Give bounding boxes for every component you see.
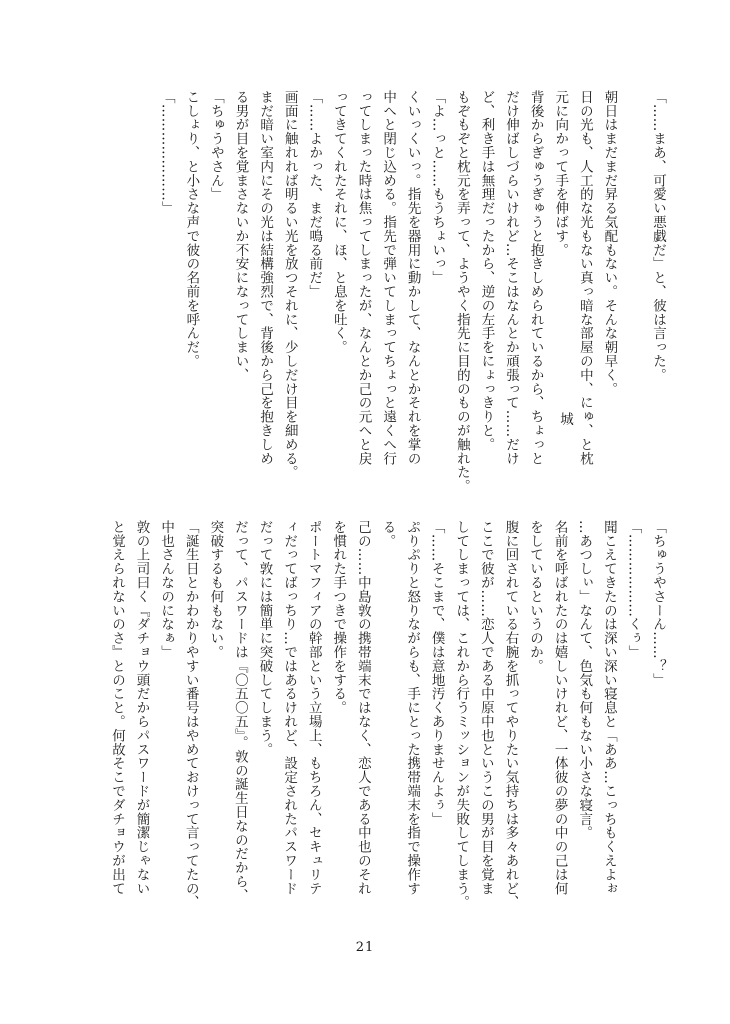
text-line: 「誕生日とかわかりやすい番号はやめておけって言ってたの、 — [182, 520, 199, 910]
text-line: 「…………………」 — [158, 90, 175, 216]
text-line: ど、利き手は無理だったから、逆の左手をにょっきりと。 — [478, 90, 495, 452]
text-line: 「……よかった、まだ鳴る前だ」 — [306, 90, 323, 299]
text-line: 聞こえてきたのは深い深い寝息と「ああ…こっちもくえよぉ — [600, 520, 617, 896]
text-line: 「よ…っと……もうちょいっ」 — [429, 90, 446, 285]
text-line: …あつしぃ」なんて、色気も何もない小さな寝言。 — [576, 520, 593, 840]
text-line: くいっくいっ。指先を器用に動かして、なんとかそれを掌の — [404, 90, 421, 466]
text-line: もぞもぞと枕元を弄って、ようやく指先に目的のものが触れた。 — [453, 90, 470, 494]
page-number: 21 — [355, 940, 375, 955]
text-line: ぷりぷりと怒りながらも、手にとった携帯端末を指で操作す — [404, 520, 421, 896]
text-line: だけ伸ばしづらいけれど…そこはなんとか頑張って……だけ — [503, 90, 520, 466]
text-line: 腹に回されている右腕を抓ってやりたい気持ちは多々あれど、 — [502, 520, 519, 910]
text-line: 己の……中島敦の携帯端末ではなく、恋人である中也のそれ — [354, 520, 371, 896]
text-line: 突破するも何もない。 — [207, 520, 224, 659]
text-line: 元に向かって手を伸ばす。 — [552, 90, 569, 257]
text-line: 画面に触れれば明るい光を放つそれに、少しだけ目を細める。 — [281, 90, 298, 480]
author-name: 城 — [557, 412, 573, 426]
text-line: 朝日はまだまだ昇る気配もない。そんな朝早く。 — [601, 90, 618, 396]
text-line: 日の光も、人工的な光もない真っ暗な部屋の中、にゅ、と枕 — [576, 90, 593, 466]
text-line: 「………………くぅ」 — [625, 520, 642, 659]
text-line: る男が目を覚まさないか不安になってしまい、 — [232, 90, 249, 382]
bottom-text-block — [70, 520, 670, 920]
text-line: る。 — [379, 520, 396, 548]
text-line: してしまっては、これから行うミッションが失敗してしまう。 — [453, 520, 470, 910]
text-line: だって敦には簡単に突破してしまう。 — [256, 520, 273, 757]
text-line: 敦の上司曰く『ダチョウ頭だからパスワードが簡潔じゃない — [133, 520, 150, 896]
text-line: まだ暗い室内にその光は結構強烈で、背後から己を抱きしめ — [257, 90, 274, 466]
text-line: 名前を呼ばれたのは嬉しいけれど、一体彼の夢の中の己は何 — [551, 520, 568, 896]
opening-quote-line: 「……まあ、可愛い悪戯だ」と、彼は言った。 — [650, 90, 666, 382]
text-line: ここで彼が……恋人である中原中也というこの男が目を覚ま — [477, 520, 494, 896]
text-line: ってきてくれたそれに、ほ、と息を吐く。 — [330, 90, 347, 355]
text-line: と覚えられないのさ』とのこと。何故そこでダチョウが出て — [108, 520, 125, 896]
text-line: 中へと閉じ込める。指先で弾いてしまってちょっと遠くへ行 — [380, 90, 397, 466]
text-line: 「ちゅうやさん」 — [207, 90, 224, 202]
text-line: をしているというのか。 — [527, 520, 544, 673]
text-line: 「……そこまで、僕は意地汚くありませんよぅ」 — [428, 520, 445, 826]
text-line: 背後からぎゅうぎゅうと抱きしめられているから、ちょっと — [527, 90, 544, 466]
text-line: ィだってばっちり…ではあるけれど、設定されたパスワード — [281, 520, 298, 896]
text-line: 「ちゅうやさーん……？」 — [650, 520, 666, 687]
text-line: を慣れた手つきで操作をする。 — [330, 520, 347, 715]
text-line: だって、パスワードは『〇五〇五』。敦の誕生日なのだから、 — [231, 520, 248, 903]
text-line: ってしまった時は焦ってしまったが、なんとか己の元へと戻 — [355, 90, 372, 466]
top-text-block — [70, 90, 670, 494]
text-line: こしょり、と小さな声で彼の名前を呼んだ。 — [183, 90, 200, 368]
text-line: 中也さんなのになぁ」 — [158, 520, 175, 659]
text-line: ポートマフィアの幹部という立場上、もちろん、セキュリテ — [305, 520, 322, 896]
